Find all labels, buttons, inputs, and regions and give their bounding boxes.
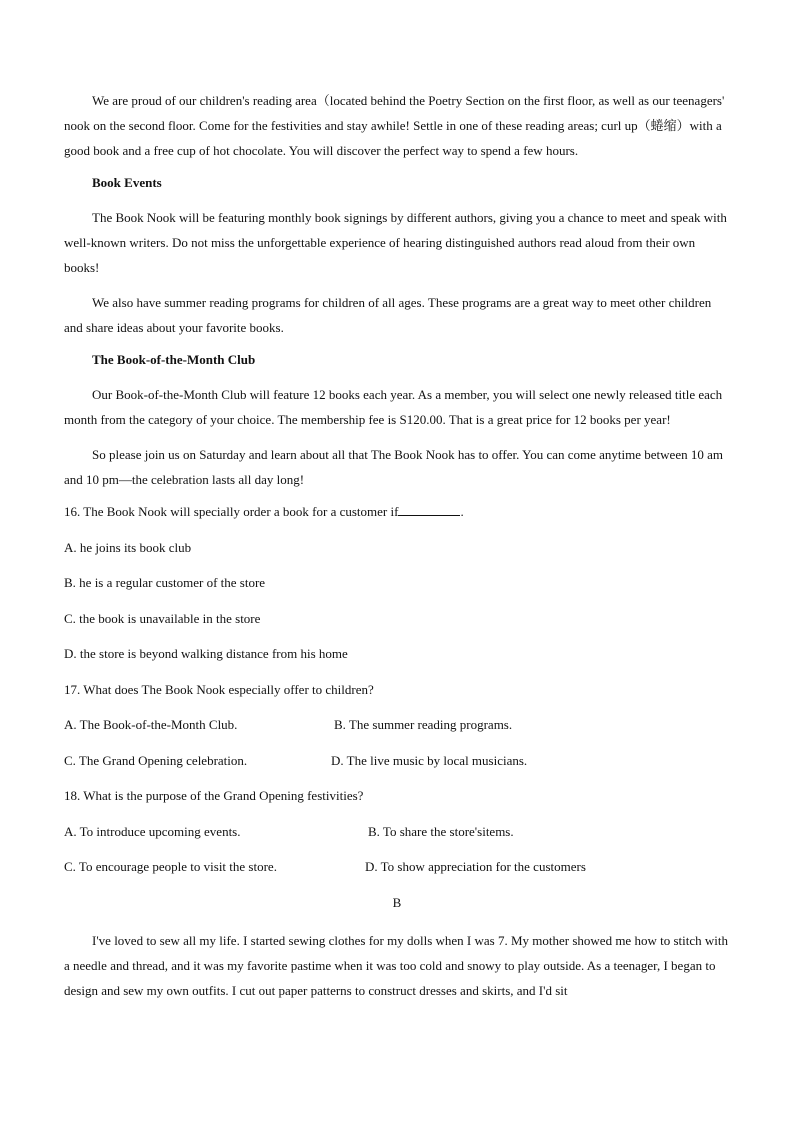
question-18-options-row-1 (64, 822, 730, 842)
paragraph-book-signings: The Book Nook will be featuring monthly book signings by different authors, giving you a chance to meet and speak with well-known writers. Do not miss the unforgettable experience of hearing distinguished authors read aloud from their own books! (64, 210, 727, 275)
question-18-stem: 18. What is the purpose of the Grand Opening festivities? (64, 788, 364, 803)
question-16-option-b: B. he is a regular customer of the store (64, 575, 266, 590)
passage-b-label: B (392, 894, 402, 910)
question-18-options-row-2 (64, 857, 730, 877)
answer-blank (398, 503, 460, 516)
paragraph-sewing: I've loved to sew all my life. I started sewing clothes for my dolls when I was 7. My mother showed me how to stitch with a needle and thread, and it was my favorite pastime when it was too cold and snowy to play outside. As a teenager, I began to design and sew my own outfits. I cut out paper patterns to construct dresses and skirts, and I'd sit (64, 932, 728, 998)
question-16-stem (64, 502, 730, 522)
heading-book-events: Book Events (92, 175, 162, 190)
question-17-options-row-2 (64, 751, 730, 771)
question-18-option-b: B. To share the store'sitems. (368, 823, 514, 839)
question-18-option-c: C. To encourage people to visit the store. (64, 859, 277, 874)
paragraph-book-club: Our Book-of-the-Month Club will feature 12 books each year. As a member, you will select one newly released title each month from the category of your choice. The membership fee is S120.00. That is a great price for 12 books per year! (64, 387, 723, 427)
paragraph-join-us: So please join us on Saturday and learn about all that The Book Nook has to offer. You can come anytime between 10 am and 10 pm—the celebration lasts all day long! (64, 447, 723, 487)
question-17-option-b: B. The summer reading programs. (334, 717, 513, 732)
question-16-text: 16. The Book Nook will specially order a book for a customer if (64, 504, 399, 519)
question-17-stem: 17. What does The Book Nook especially offer to children? (64, 681, 374, 697)
document-page (64, 88, 730, 1013)
question-16-period: . (460, 504, 464, 519)
question-17-option-c: C. The Grand Opening celebration. (64, 752, 248, 768)
question-17-option-d: D. The live music by local musicians. (331, 752, 528, 768)
question-17-option-a: A. The Book-of-the-Month Club. (64, 717, 238, 732)
question-17-options-row-1 (64, 715, 730, 735)
paragraph-reading-area: We are proud of our children's reading area（located behind the Poetry Section on the first floor, as well as our teenagers' nook on the second floor. Come for the festivities and stay awhile! Settle in one of these reading areas; curl up（蜷缩）with a good book and a free cup of hot chocolate. You will discover the perfect way to spend a few hours. (64, 93, 725, 158)
question-16-option-d: D. the store is beyond walking distance from his home (64, 646, 348, 661)
question-18-option-a: A. To introduce upcoming events. (64, 823, 241, 839)
question-16-option-a: A. he joins its book club (64, 539, 192, 555)
heading-book-club: The Book-of-the-Month Club (92, 352, 256, 367)
paragraph-summer-programs: We also have summer reading programs for children of all ages. These programs are a great way to meet other children and share ideas about your favorite books. (64, 295, 712, 335)
question-18-option-d: D. To show appreciation for the customers (365, 859, 586, 874)
question-16-option-c: C. the book is unavailable in the store (64, 610, 261, 626)
